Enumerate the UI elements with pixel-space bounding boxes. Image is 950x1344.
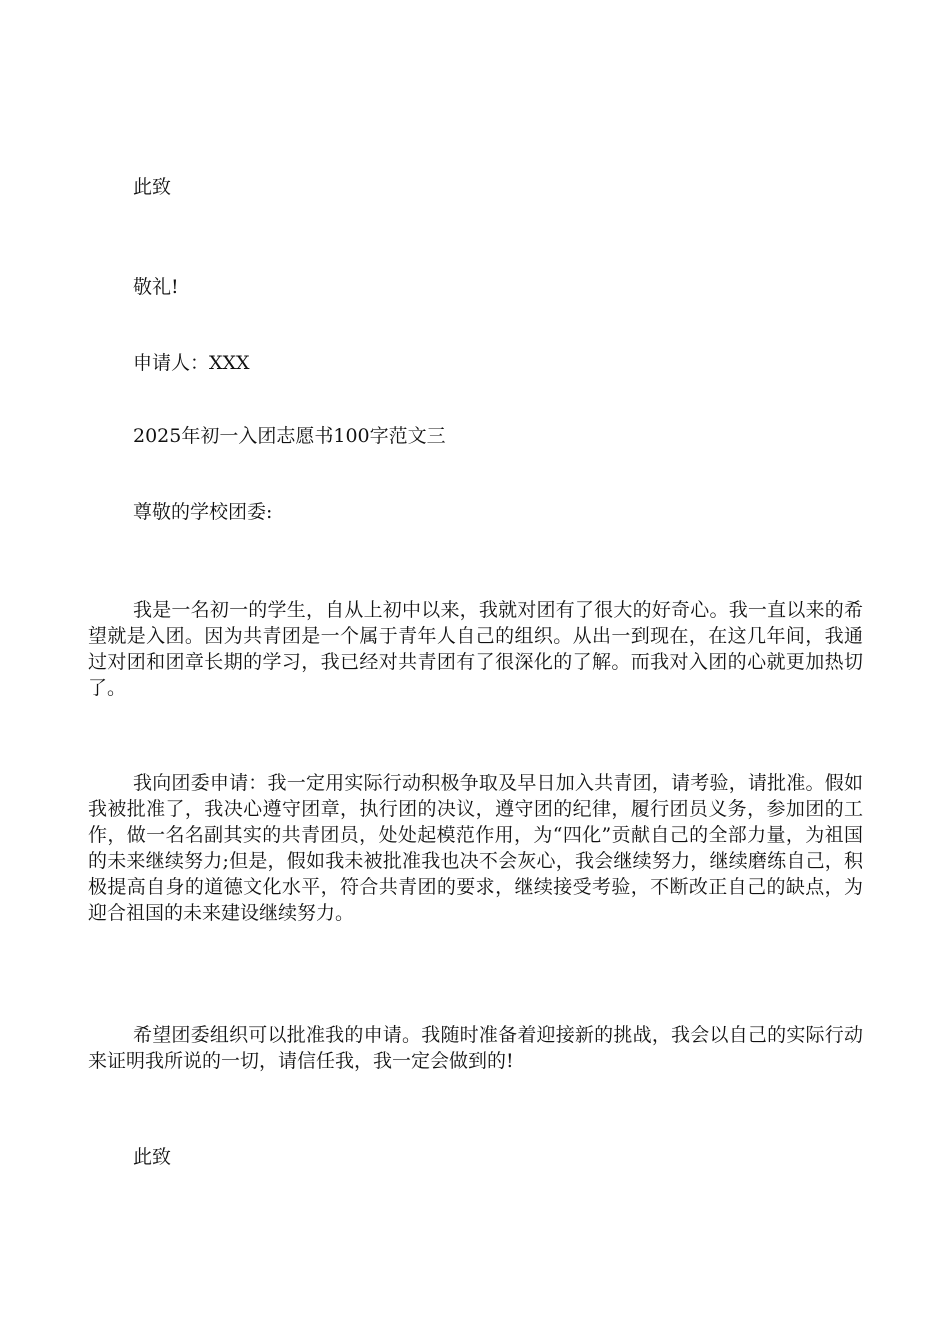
body-paragraph-2: 我向团委申请：我一定用实际行动积极争取及早日加入共青团，请考验，请批准。假如我被批准了，我决心遵守团章，执行团的决议，遵守团的纪律，履行团员义务，参加团的工作，做一名名副其实的共青团员，处处起模范作用，为“四化”贡献自己的全部力量，为祖国的未来继续努力;但是，假如我未被批准我也决不会灰心，我会继续努力，继续磨练自己，积极提高自身的道德文化水平，符合共青团的要求，继续接受考验，不断改正自己的缺点，为迎合祖国的未来建设继续努力。 — [88, 772, 863, 924]
greeting-line: 尊敬的学校团委: — [133, 501, 273, 523]
body-paragraph-3: 希望团委组织可以批准我的申请。我随时准备着迎接新的挑战，我会以自己的实际行动来证明我所说的一切，请信任我，我一定会做到的! — [88, 1024, 863, 1072]
section-heading: 2025年初一入团志愿书100字范文三 — [133, 425, 446, 447]
body-paragraph-1: 我是一名初一的学生，自从上初中以来，我就对团有了很大的好奇心。我一直以来的希望就是入团。因为共青团是一个属于青年人自己的组织。从出一到现在，在这几年间，我通过对团和团章长期的学习，我已经对共青团有了很深化的了解。而我对入团的心就更加热切了。 — [88, 599, 863, 699]
closing-text: 此致 — [133, 176, 172, 198]
applicant-line: 申请人：XXX — [133, 352, 250, 374]
closing-text-2: 此致 — [133, 1146, 172, 1168]
salute-text: 敬礼! — [133, 276, 179, 298]
